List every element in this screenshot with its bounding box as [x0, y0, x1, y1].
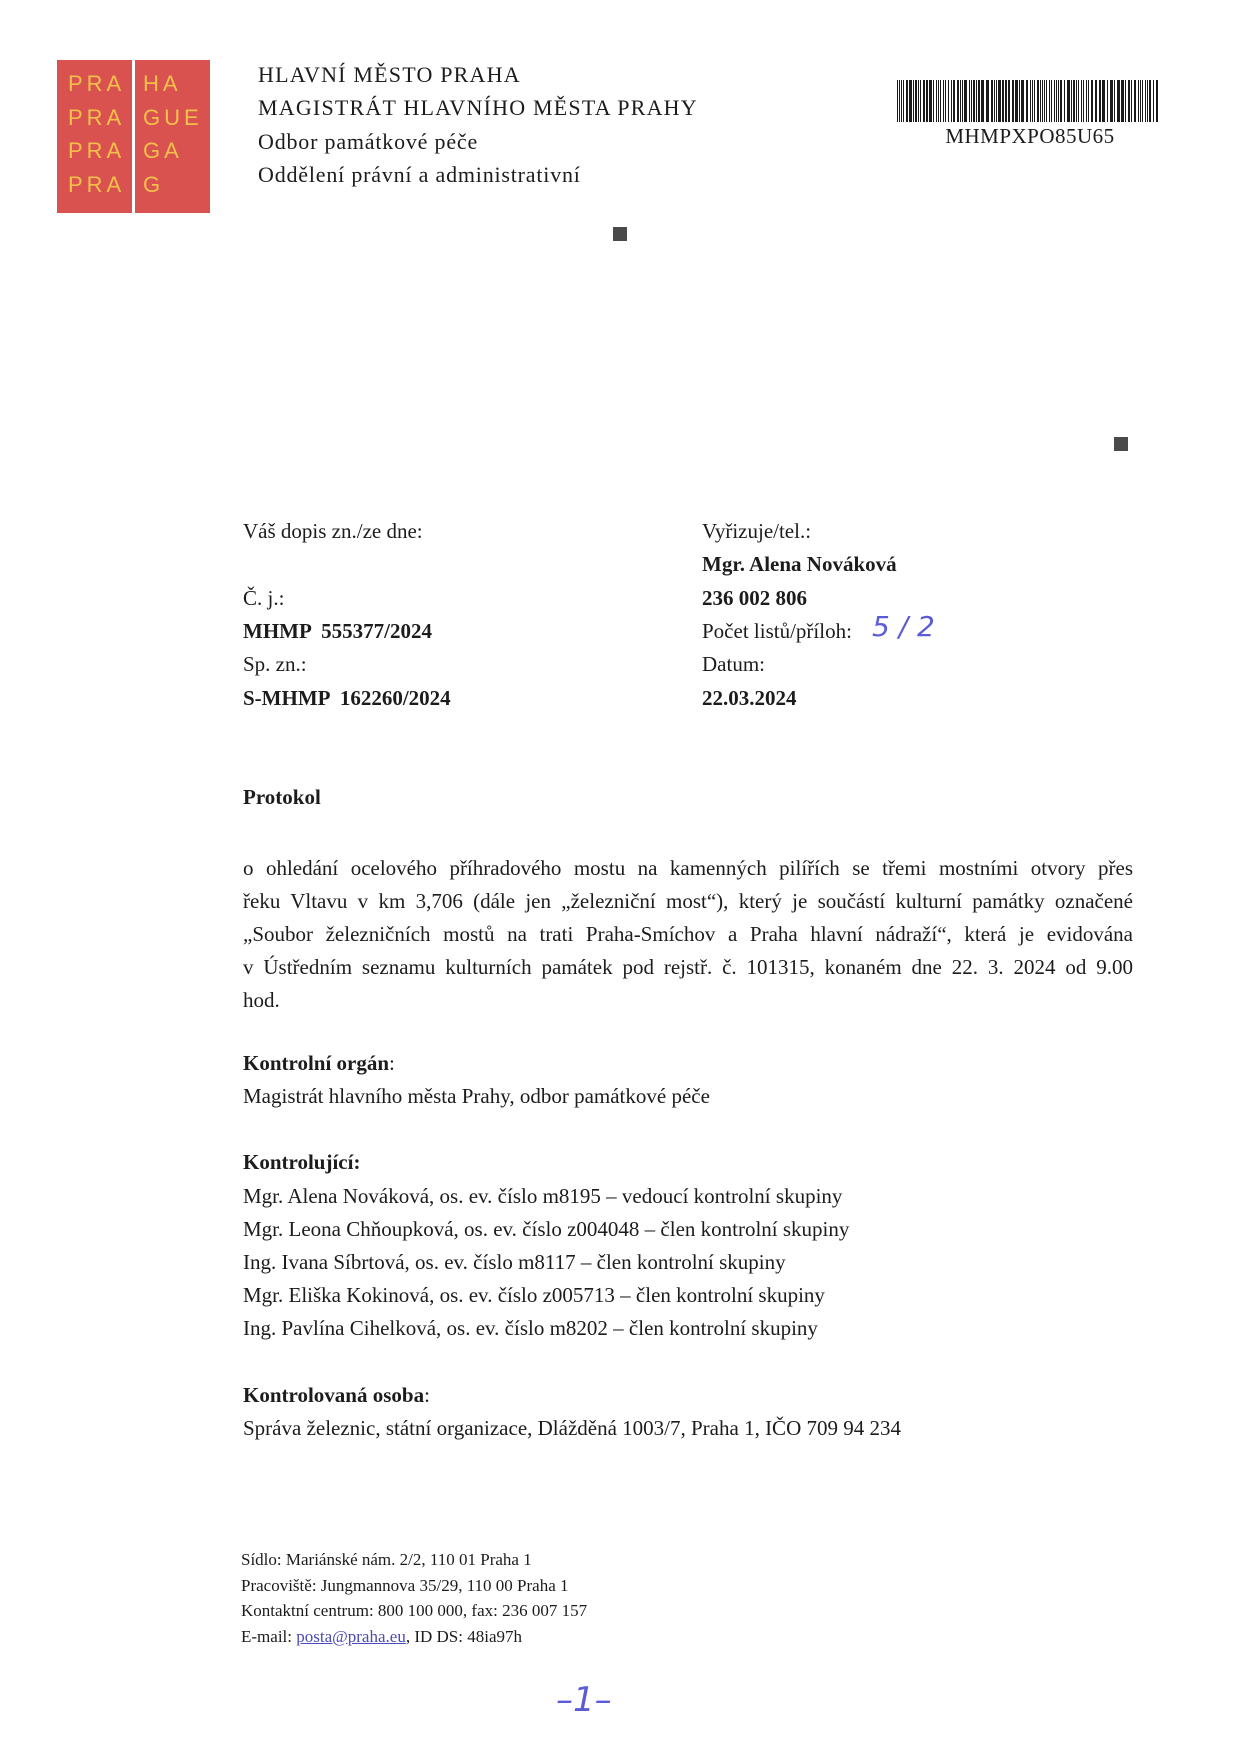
paragraph-line: hod.	[243, 988, 280, 1012]
your-letter-label: Váš dopis zn./ze dne:	[243, 519, 423, 543]
handler-phone: 236 002 806	[702, 586, 807, 610]
paragraph-line: o ohledání ocelového příhradového mostu na kamenných pilířích se třemi mostními otvory přes	[243, 856, 1133, 880]
reference-label: Č. j.:	[243, 586, 285, 610]
inspector-item: Ing. Pavlína Cihelková, os. ev. číslo m8202 – člen kontrolní skupiny	[243, 1316, 818, 1340]
date-label: Datum:	[702, 652, 765, 676]
inspectors-list	[243, 1180, 849, 1345]
page-number: –1–	[556, 1680, 612, 1720]
reference-number: MHMP 555377/2024	[243, 619, 432, 643]
inspector-item: Mgr. Leona Chňoupková, os. ev. číslo z004048 – člen kontrolní skupiny	[243, 1217, 850, 1241]
prague-logo	[57, 60, 210, 213]
file-number: S-MHMP 162260/2024	[243, 686, 451, 710]
footer-email-line: E-mail: posta@praha.eu, ID DS: 48ia97h	[241, 1626, 522, 1646]
footer-contact: Kontaktní centrum: 800 100 000, fax: 236 007 157	[241, 1601, 588, 1620]
inspected-heading: Kontrolovaná osoba:	[243, 1383, 430, 1407]
inspector-item: Mgr. Eliška Kokinová, os. ev. číslo z005713 – člen kontrolní skupiny	[243, 1283, 825, 1307]
logo-row: PRA GUE	[68, 105, 203, 130]
footer	[241, 1547, 587, 1649]
fold-mark	[1114, 437, 1128, 451]
fold-mark	[613, 227, 627, 241]
logo-row: PRA HA	[68, 71, 182, 96]
file-number-label: Sp. zn.:	[243, 652, 307, 676]
logo-row: PRA GA	[68, 138, 183, 163]
footer-workplace: Pracoviště: Jungmannova 35/29, 110 00 Praha 1	[241, 1575, 569, 1595]
paragraph-line: „Soubor železničních mostů na trati Praha-Smíchov a Praha hlavní nádraží“, která je evidována	[243, 922, 1133, 946]
handler-name: Mgr. Alena Nováková	[702, 552, 897, 576]
authority-text: Magistrát hlavního města Prahy, odbor památkové péče	[243, 1084, 710, 1108]
sheets-label: Počet listů/příloh:	[702, 619, 852, 643]
date-value: 22.03.2024	[702, 686, 797, 710]
division-name: Oddělení právní a administrativní	[258, 162, 581, 187]
barcode	[897, 80, 1161, 122]
intro-paragraph	[243, 852, 1133, 1017]
city-name: HLAVNÍ MĚSTO PRAHA	[258, 62, 521, 87]
barcode-code: MHMPXPO85U65	[945, 124, 1115, 148]
inspector-item: Ing. Ivana Síbrtová, os. ev. číslo m8117 – člen kontrolní skupiny	[243, 1250, 786, 1274]
authority-heading: Kontrolní orgán:	[243, 1051, 395, 1075]
handler-label: Vyřizuje/tel.:	[702, 519, 812, 543]
footer-address: Sídlo: Mariánské nám. 2/2, 110 01 Praha 1	[241, 1550, 532, 1569]
magistrate-name: MAGISTRÁT HLAVNÍHO MĚSTA PRAHY	[258, 95, 698, 120]
inspectors-heading: Kontrolující:	[243, 1150, 361, 1174]
inspected-text: Správa železnic, státní organizace, Dlážděná 1003/7, Praha 1, IČO 709 94 234	[243, 1416, 901, 1440]
paragraph-line: řeku Vltavu v km 3,706 (dále jen „železniční most“), který je součástí kulturní památky označené	[243, 889, 1133, 913]
paragraph-line: v Ústředním seznamu kulturních památek pod rejstř. č. 101315, konaném dne 22. 3. 2024 od 9.00	[243, 955, 1133, 979]
logo-row: PRA G	[68, 172, 165, 197]
sheets-handwritten: 5 / 2	[872, 610, 935, 643]
document-title: Protokol	[243, 785, 321, 809]
email-link[interactable]: posta@praha.eu	[296, 1626, 406, 1646]
inspector-item: Mgr. Alena Nováková, os. ev. číslo m8195 – vedoucí kontrolní skupiny	[243, 1184, 843, 1208]
department-name: Odbor památkové péče	[258, 129, 479, 154]
